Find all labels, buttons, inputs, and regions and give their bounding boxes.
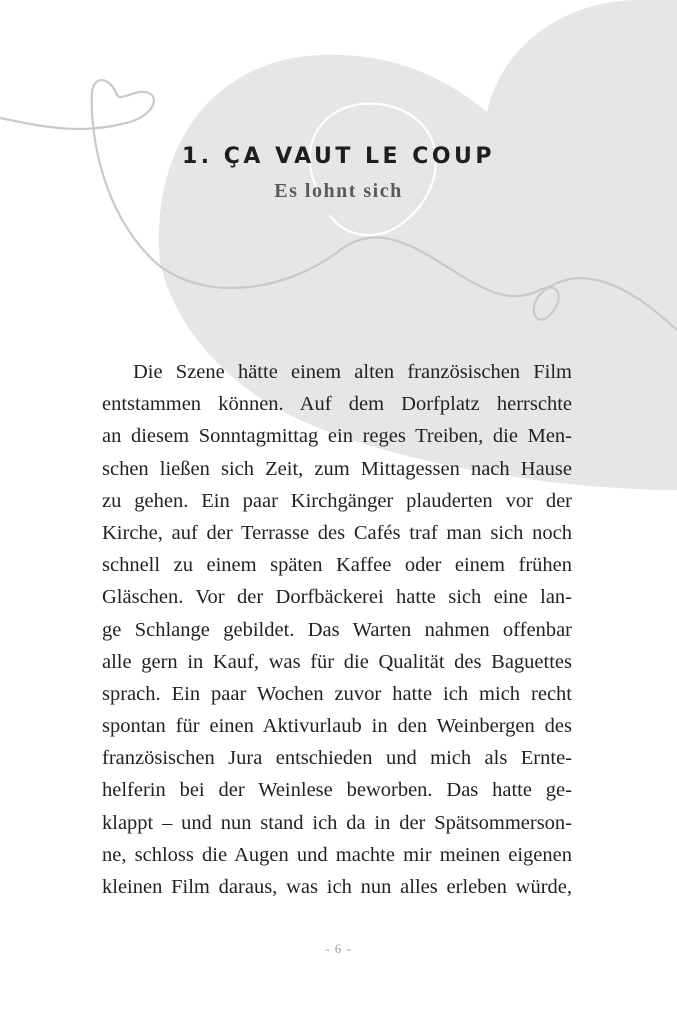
text-line: spontan für einen Aktivurlaub in den Weinbergen des <box>102 715 572 738</box>
text-line: zu gehen. Ein paar Kirchgänger plauderten vor der <box>102 489 572 512</box>
text-line: Die Szene hätte einem alten französischen Film <box>133 361 572 383</box>
text-line: französischen Jura entschieden und mich als Ernte- <box>102 747 572 770</box>
body-text <box>102 356 572 903</box>
text-line: ge Schlange gebildet. Das Warten nahmen offenbar <box>102 618 572 641</box>
text-line: entstammen können. Auf dem Dorfplatz herrschte <box>102 393 572 416</box>
text-line: an diesem Sonntagmittag ein reges Treiben, die Men- <box>102 425 572 448</box>
text-line: sprach. Ein paar Wochen zuvor hatte ich mich recht <box>102 682 572 705</box>
text-line: helferin bei der Weinlese beworben. Das hatte ge- <box>102 779 572 802</box>
text-line: kleinen Film daraus, was ich nun alles erleben würde, <box>102 876 572 898</box>
page-number: - 6 - <box>325 941 352 956</box>
chapter-subtitle: Es lohnt sich <box>274 180 403 202</box>
text-line: alle gern in Kauf, was für die Qualität des Baguettes <box>102 650 572 673</box>
chapter-title: 1. ÇA VAUT LE COUP <box>181 144 496 169</box>
text-line: klappt – und nun stand ich da in der Spätsommerson- <box>102 811 572 834</box>
text-line: Gläschen. Vor der Dorfbäckerei hatte sich eine lan- <box>102 586 572 609</box>
text-line: ne, schloss die Augen und machte mir meinen eigenen <box>102 843 572 866</box>
text-line: schnell zu einem späten Kaffee oder einem frühen <box>102 554 572 577</box>
text-line: schen ließen sich Zeit, zum Mittagessen nach Hause <box>102 457 572 480</box>
text-line: Kirche, auf der Terrasse des Cafés traf man sich noch <box>102 521 572 544</box>
